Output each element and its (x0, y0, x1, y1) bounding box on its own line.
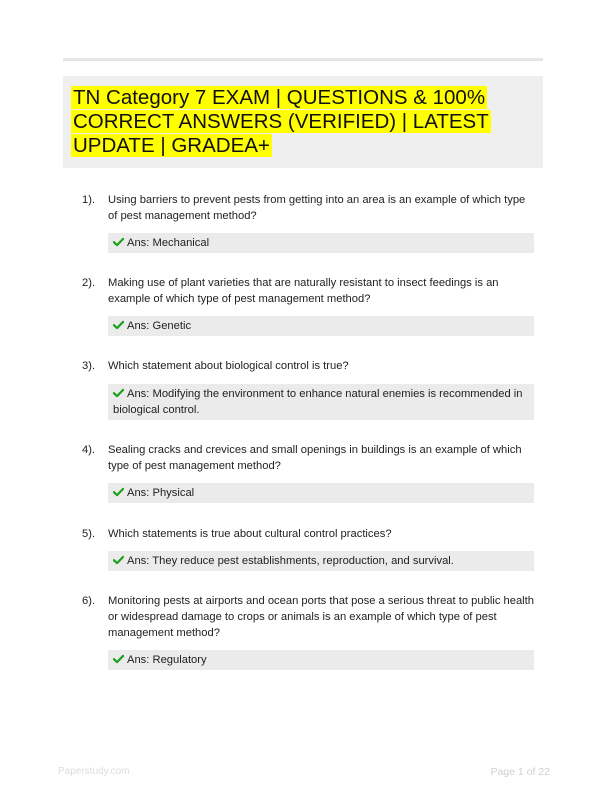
answer-text: Ans: Modifying the environment to enhance natural enemies is recommended in biological control. (113, 388, 523, 416)
page-title: TN Category 7 EXAM | QUESTIONS & 100% CORRECT ANSWERS (VERIFIED) | LATEST UPDATE | GRADEA+ (73, 86, 489, 157)
title-box (63, 76, 543, 168)
question-number: 3). (82, 360, 96, 372)
answer-text: Ans: Mechanical (127, 237, 210, 249)
question-number: 6). (82, 595, 96, 607)
question-number: 1). (82, 194, 96, 206)
question-text: Sealing cracks and crevices and small openings in buildings is an example of which type of pest management method? (108, 444, 522, 472)
page-number: Page 1 of 22 (490, 766, 550, 778)
answer-box (108, 483, 534, 503)
question-text: Which statement about biological control is true? (108, 360, 349, 372)
check-icon (113, 487, 124, 497)
question-text: Using barriers to prevent pests from getting into an area is an example of which type of pest management method? (108, 194, 526, 222)
question-number: 2). (82, 277, 96, 289)
answer-text: Ans: Regulatory (127, 654, 207, 666)
answer-text: Ans: They reduce pest establishments, reproduction, and survival. (127, 555, 454, 567)
answer-box (108, 316, 534, 336)
footer-watermark: Paperstudy.com (58, 766, 130, 777)
top-divider (63, 58, 543, 61)
check-icon (113, 555, 124, 565)
check-icon (113, 388, 124, 398)
question-text: Monitoring pests at airports and ocean ports that pose a serious threat to public health or widespread damage to crops or animals is an example of which type of pest management method? (108, 595, 534, 639)
answer-box (108, 233, 534, 253)
check-icon (113, 654, 124, 664)
check-icon (113, 237, 124, 247)
question-text: Making use of plant varieties that are naturally resistant to insect feedings is an example of which type of pest management method? (108, 277, 499, 305)
answer-text: Ans: Genetic (127, 320, 192, 332)
question-text: Which statements is true about cultural control practices? (108, 528, 392, 540)
answer-box (108, 551, 534, 571)
question-number: 4). (82, 444, 96, 456)
question-number: 5). (82, 528, 96, 540)
check-icon (113, 320, 124, 330)
answer-text: Ans: Physical (127, 487, 195, 499)
answer-box (108, 650, 534, 670)
answer-box (108, 384, 534, 420)
